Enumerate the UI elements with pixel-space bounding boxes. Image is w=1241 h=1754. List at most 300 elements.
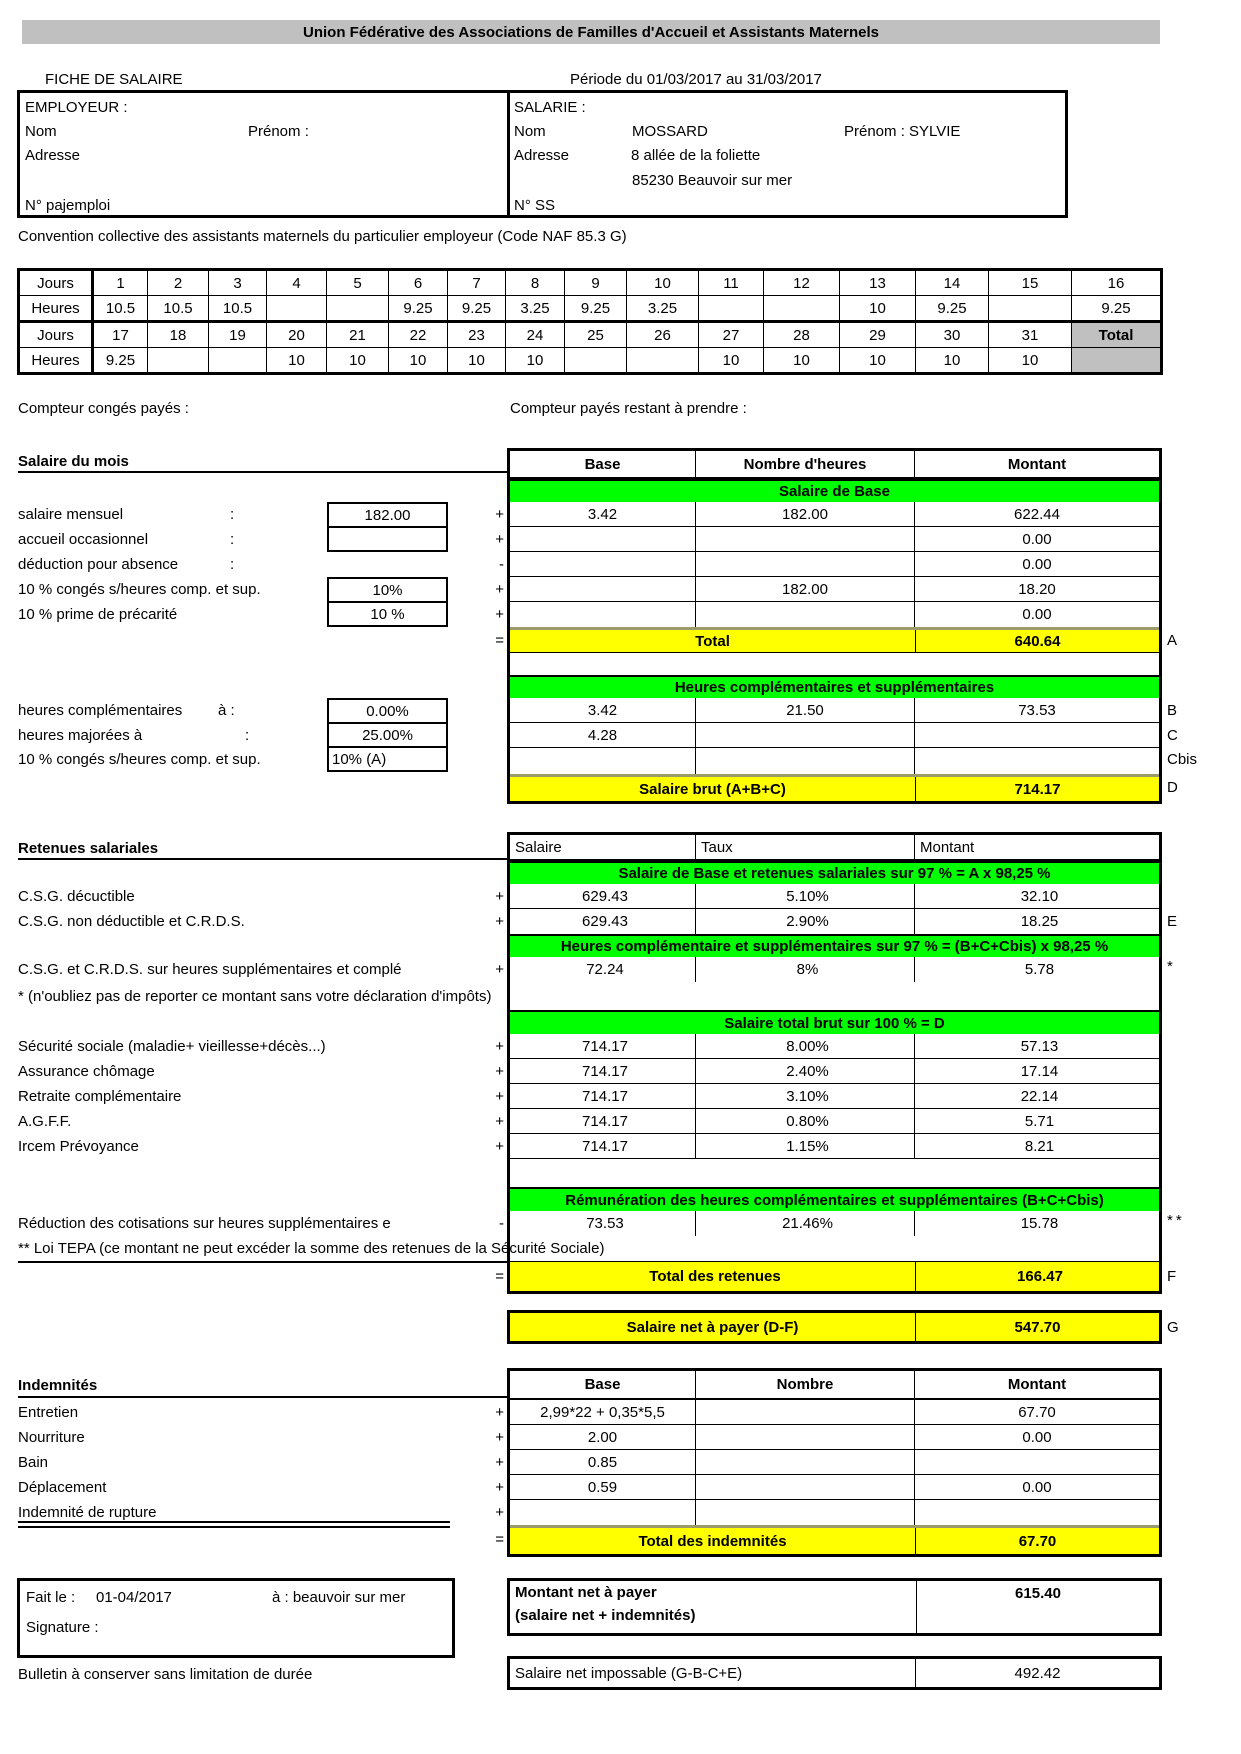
operator-sign: + xyxy=(495,606,504,623)
fiche-title: FICHE DE SALAIRE xyxy=(45,71,183,88)
cell: 17.14 xyxy=(1020,1062,1059,1080)
row-heures-complementaires xyxy=(510,698,1159,723)
cal-cell: 25 xyxy=(565,322,627,348)
employeur-nom-label: Nom xyxy=(25,123,57,140)
green-salaire-de-base xyxy=(510,479,1159,502)
cell: 2.90% xyxy=(696,909,915,934)
cal-cell: 24 xyxy=(506,322,565,348)
marker-double-star: ** xyxy=(1167,1212,1185,1229)
cal-cell: 10 xyxy=(506,348,565,374)
montant-net-labels xyxy=(510,1581,917,1633)
cell: 0.00 xyxy=(1022,1478,1052,1496)
salarie-rue-value: 8 allée de la foliette xyxy=(631,147,761,164)
marker-A: A xyxy=(1167,632,1178,649)
row-heures-majorees xyxy=(510,723,1159,748)
identity-box xyxy=(17,90,1068,218)
operator-sign: - xyxy=(499,556,504,573)
total-indemnites-label: Total des indemnités xyxy=(510,1528,916,1554)
row-entretien xyxy=(510,1400,1159,1425)
input-value: 10% (A) xyxy=(332,750,387,768)
row-salaire-brut xyxy=(510,774,1159,801)
cal-row-label: Heures xyxy=(19,348,93,374)
fait-le-label: Fait le : xyxy=(26,1589,76,1606)
spacer-row xyxy=(510,1159,1159,1187)
operator-sign: + xyxy=(495,961,504,978)
total-value: 640.64 xyxy=(1014,632,1061,650)
marker-Cbis: Cbis xyxy=(1167,751,1198,768)
section-indemnites-title: Indemnités xyxy=(18,1377,98,1394)
cell xyxy=(696,748,915,774)
col-header-montant: Montant xyxy=(1007,1376,1067,1393)
input-value: 10 % xyxy=(370,605,405,623)
cell: 21.46% xyxy=(696,1211,915,1236)
operator-sign: + xyxy=(495,1038,504,1055)
col-header-montant: Montant xyxy=(920,838,975,856)
equals-sign: = xyxy=(495,1268,504,1285)
cal-row-label: Jours xyxy=(19,270,93,296)
operator-sign: + xyxy=(495,913,504,930)
cell: 0.00 xyxy=(1022,555,1052,573)
montant-net-line1: Montant net à payer xyxy=(515,1584,657,1601)
label-conges-comp-2: 10 % congés s/heures comp. et sup. xyxy=(18,751,261,768)
col-header-salaire: Salaire xyxy=(510,835,696,859)
input-heures-majorees-rate xyxy=(327,722,448,748)
total-label: Total xyxy=(510,630,916,652)
row-bain xyxy=(510,1450,1159,1475)
cell xyxy=(510,577,696,601)
operator-sign: + xyxy=(495,531,504,548)
green-header-text: Salaire total brut sur 100 % = D xyxy=(724,1014,945,1032)
signature-box xyxy=(17,1578,455,1658)
total-retenues-value: 166.47 xyxy=(1017,1268,1063,1285)
cell: 714.17 xyxy=(510,1059,696,1083)
cell: 2,99*22 + 0,35*5,5 xyxy=(510,1400,696,1424)
cell: 2.00 xyxy=(510,1425,696,1449)
cal-cell: 30 xyxy=(916,322,989,348)
cal-cell xyxy=(627,348,699,374)
cell xyxy=(510,748,696,774)
operator-sign: + xyxy=(495,1404,504,1421)
rupture-underline-1 xyxy=(18,1521,450,1523)
row-total-indemnites xyxy=(510,1525,1159,1554)
brut-label: Salaire brut (A+B+C) xyxy=(510,777,916,801)
cal-cell: 3 xyxy=(209,270,267,296)
colon: : xyxy=(245,727,250,744)
label-csg-deductible: C.S.G. décuctible xyxy=(18,888,135,905)
cell: 0.85 xyxy=(510,1450,696,1474)
operator-sign: + xyxy=(495,888,504,905)
row-cbis xyxy=(510,748,1159,774)
col-header-taux: Taux xyxy=(696,835,915,859)
green-remuneration-heures xyxy=(510,1187,1159,1211)
cell: 3.42 xyxy=(510,502,696,526)
montant-net-value: 615.40 xyxy=(1015,1585,1061,1602)
row-retraite xyxy=(510,1084,1159,1109)
cal-cell: 31 xyxy=(989,322,1072,348)
total-retenues-label: Total des retenues xyxy=(510,1262,916,1291)
montant-net-line2: (salaire net + indemnités) xyxy=(515,1607,696,1624)
row-csg-deductible xyxy=(510,884,1159,909)
cal-cell xyxy=(1072,348,1162,374)
cal-cell: 9.25 xyxy=(1072,296,1162,322)
title-bar xyxy=(22,20,1160,44)
cell xyxy=(696,1500,915,1525)
row-nourriture xyxy=(510,1425,1159,1450)
cell: 73.53 xyxy=(510,1211,696,1236)
cal-row-days1 xyxy=(19,270,1162,296)
cell: 67.70 xyxy=(1018,1403,1056,1421)
cell: 3.42 xyxy=(510,698,696,722)
label-deduction-absence: déduction pour absence xyxy=(18,556,179,573)
label-conges-comp: 10 % congés s/heures comp. et sup. xyxy=(18,581,261,598)
compteur-conges-label: Compteur congés payés : xyxy=(18,400,189,417)
cal-cell: 10.5 xyxy=(93,296,148,322)
cal-cell: 2 xyxy=(148,270,209,296)
compteur-restant-label: Compteur payés restant à prendre : xyxy=(510,400,747,417)
cell: 714.17 xyxy=(510,1134,696,1158)
net-imposable-value: 492.42 xyxy=(1014,1664,1061,1682)
col-header-base: Base xyxy=(510,451,696,477)
label-entretien: Entretien xyxy=(18,1404,79,1421)
salarie-title: SALARIE : xyxy=(514,99,586,116)
equals-sign: = xyxy=(495,632,504,649)
label-accueil-occasionnel: accueil occasionnel xyxy=(18,531,149,548)
cal-cell xyxy=(267,296,327,322)
cal-cell: 28 xyxy=(764,322,840,348)
cell: 15.78 xyxy=(1020,1215,1059,1232)
row-csg-heures-supp xyxy=(510,957,1159,982)
cal-row-label: Jours xyxy=(19,322,93,348)
salarie-nom-label: Nom xyxy=(514,123,546,140)
cal-cell: 9.25 xyxy=(448,296,506,322)
employeur-adresse-label: Adresse xyxy=(25,147,81,164)
cell: 714.17 xyxy=(510,1034,696,1058)
cell: 0.00 xyxy=(1022,530,1052,548)
cell: 629.43 xyxy=(510,884,696,908)
cell: 32.10 xyxy=(1020,887,1059,905)
retenues-header xyxy=(510,835,1159,861)
label-nourriture: Nourriture xyxy=(18,1429,85,1446)
cal-cell xyxy=(209,348,267,374)
label-prime-precarite: 10 % prime de précarité xyxy=(18,606,178,623)
cal-cell: 8 xyxy=(506,270,565,296)
salarie-adresse-label: Adresse xyxy=(514,147,570,164)
cell: 57.13 xyxy=(1020,1037,1059,1055)
input-precarite-rate xyxy=(327,601,448,627)
colon: : xyxy=(230,556,235,573)
salary-table xyxy=(507,448,1162,804)
marker-G: G xyxy=(1167,1319,1179,1336)
cal-cell: 10 xyxy=(267,348,327,374)
operator-sign: + xyxy=(495,1479,504,1496)
montant-net-box xyxy=(507,1578,1162,1636)
label-agff: A.G.F.F. xyxy=(18,1113,72,1130)
employeur-pajemploi-label: N° pajemploi xyxy=(25,197,111,214)
col-header-nombre: Nombre xyxy=(696,1371,915,1398)
cell: 4.28 xyxy=(510,723,696,747)
cell xyxy=(696,1475,915,1499)
col-header-heures: Nombre d'heures xyxy=(696,451,915,477)
cal-row-hours1 xyxy=(19,296,1162,322)
salarie-ville-value: 85230 Beauvoir sur mer xyxy=(632,172,793,189)
convention-line: Convention collective des assistants maternels du particulier employeur (Code NAF 85.3 G) xyxy=(18,228,627,245)
row-precarite xyxy=(510,602,1159,627)
cell xyxy=(696,527,915,551)
green-header-text: Rémunération des heures complémentaires et supplémentaires (B+C+Cbis) xyxy=(565,1191,1104,1209)
fait-le-lieu: à : beauvoir sur mer xyxy=(272,1589,406,1606)
label-indemnite-rupture: Indemnité de rupture xyxy=(18,1504,157,1521)
cell xyxy=(510,527,696,551)
operator-sign: - xyxy=(499,1215,504,1232)
green-heures-comp xyxy=(510,675,1159,698)
tepa-underline xyxy=(18,1261,507,1263)
col-header-montant: Montant xyxy=(1007,455,1067,473)
cal-cell: 9.25 xyxy=(565,296,627,322)
label-bain: Bain xyxy=(18,1454,49,1471)
cal-cell: 7 xyxy=(448,270,506,296)
row-rupture xyxy=(510,1500,1159,1525)
cal-cell: 14 xyxy=(916,270,989,296)
cal-cell: 29 xyxy=(840,322,916,348)
cell xyxy=(510,1500,696,1525)
green-header-text: Heures complémentaire et supplémentaires sur 97 % = (B+C+Cbis) x 98,25 % xyxy=(560,938,1109,955)
cal-cell: 4 xyxy=(267,270,327,296)
cal-cell: 10 xyxy=(840,296,916,322)
green-salaire-total-brut xyxy=(510,1010,1159,1034)
cell xyxy=(696,723,915,747)
cell: 18.20 xyxy=(1018,580,1056,598)
row-salaire-mensuel xyxy=(510,502,1159,527)
indemnites-table xyxy=(507,1368,1162,1557)
label-salaire-mensuel: salaire mensuel xyxy=(18,506,124,523)
cell: 8.00% xyxy=(696,1034,915,1058)
cal-cell: 15 xyxy=(989,270,1072,296)
cell xyxy=(510,552,696,576)
input-conges-rate xyxy=(327,577,448,603)
cal-cell: 10 xyxy=(448,348,506,374)
operator-sign: + xyxy=(495,581,504,598)
row-accueil xyxy=(510,527,1159,552)
salary-table-header xyxy=(510,451,1159,479)
cal-cell: 10 xyxy=(840,348,916,374)
net-imposable-box xyxy=(507,1656,1162,1690)
operator-sign: + xyxy=(495,1138,504,1155)
cal-cell: 26 xyxy=(627,322,699,348)
cal-cell: 9.25 xyxy=(389,296,448,322)
cal-cell: Total xyxy=(1072,322,1162,348)
operator-sign: + xyxy=(495,1088,504,1105)
cell: 5.78 xyxy=(1024,961,1055,978)
cell: 182.00 xyxy=(696,502,915,526)
cal-cell: 3.25 xyxy=(506,296,565,322)
cal-cell: 10 xyxy=(989,348,1072,374)
marker-C: C xyxy=(1167,727,1178,744)
cal-row-hours2 xyxy=(19,348,1162,374)
label-heures-majorees: heures majorées à xyxy=(18,727,143,744)
periode-label: Période du 01/03/2017 au 31/03/2017 xyxy=(570,71,822,88)
label-csg-non-deductible: C.S.G. non déductible et C.R.D.S. xyxy=(18,913,245,930)
cell: 629.43 xyxy=(510,909,696,934)
colon: : xyxy=(230,531,235,548)
operator-sign: + xyxy=(495,1113,504,1130)
identity-divider xyxy=(507,93,510,215)
green-header-text: Heures complémentaires et supplémentaires xyxy=(674,679,995,696)
cell: 0.59 xyxy=(510,1475,696,1499)
indemnites-header xyxy=(510,1371,1159,1400)
cal-cell: 18 xyxy=(148,322,209,348)
salarie-prenom-value: Prénom : SYLVIE xyxy=(844,123,961,140)
cell: 0.00 xyxy=(1022,1428,1052,1446)
brut-value: 714.17 xyxy=(1014,780,1061,798)
row-agff xyxy=(510,1109,1159,1134)
section-salaire-underline xyxy=(18,471,507,473)
input-accueil-occasionnel xyxy=(327,526,448,552)
green-header-text: Salaire de Base xyxy=(779,483,890,500)
cell xyxy=(915,723,1159,747)
label-heures-complementaires: heures complémentaires xyxy=(18,702,183,719)
spacer-row xyxy=(510,653,1159,675)
cell: 714.17 xyxy=(510,1084,696,1108)
label-retraite: Retraite complémentaire xyxy=(18,1088,182,1105)
cal-cell: 5 xyxy=(327,270,389,296)
label-csg-heures-supp: C.S.G. et C.R.D.S. sur heures supplémentaires et complé xyxy=(18,961,402,978)
cell xyxy=(696,1425,915,1449)
retenues-table xyxy=(507,832,1162,1294)
green-header-text: Salaire de Base et retenues salariales sur 97 % = A x 98,25 % xyxy=(618,865,1051,882)
colon: : xyxy=(230,506,235,523)
cell: 0.00 xyxy=(1022,606,1052,623)
label-assurance-chomage: Assurance chômage xyxy=(18,1063,155,1080)
row-assurance-chomage xyxy=(510,1059,1159,1084)
signature-label: Signature : xyxy=(26,1619,99,1636)
cal-cell: 10 xyxy=(627,270,699,296)
input-value: 0.00% xyxy=(366,702,409,720)
cell: 22.14 xyxy=(1020,1087,1059,1105)
cal-cell: 9.25 xyxy=(916,296,989,322)
cal-cell: 1 xyxy=(93,270,148,296)
operator-sign: + xyxy=(495,1063,504,1080)
operator-sign: + xyxy=(495,1429,504,1446)
cal-cell xyxy=(699,296,764,322)
cell xyxy=(510,602,696,627)
section-retenues-underline xyxy=(18,858,507,860)
row-deplacement xyxy=(510,1475,1159,1500)
cal-cell: 10 xyxy=(699,348,764,374)
label-ircem: Ircem Prévoyance xyxy=(18,1138,139,1155)
cell xyxy=(915,1450,1159,1474)
salarie-nom-value: MOSSARD xyxy=(632,123,708,140)
rupture-underline-2 xyxy=(18,1526,450,1528)
cal-cell xyxy=(989,296,1072,322)
employeur-prenom-label: Prénom : xyxy=(248,123,309,140)
net-imposable-label: Salaire net impossable (G-B-C+E) xyxy=(510,1659,916,1687)
cal-cell: 16 xyxy=(1072,270,1162,296)
green-retenues-base xyxy=(510,861,1159,884)
cal-cell: 10.5 xyxy=(209,296,267,322)
note-row xyxy=(510,982,1159,1010)
cal-cell: 9.25 xyxy=(93,348,148,374)
bulletin-note: Bulletin à conserver sans limitation de durée xyxy=(18,1666,313,1683)
note-declaration-impots: * (n'oubliez pas de reporter ce montant sans votre déclaration d'impôts) xyxy=(18,988,492,1005)
cell: 5.10% xyxy=(696,884,915,908)
cell xyxy=(696,1450,915,1474)
row-deduction xyxy=(510,552,1159,577)
operator-sign: + xyxy=(495,1504,504,1521)
cell: 3.10% xyxy=(696,1084,915,1108)
net-pay-box xyxy=(507,1310,1162,1344)
cal-cell: 11 xyxy=(699,270,764,296)
cal-cell: 22 xyxy=(389,322,448,348)
marker-B: B xyxy=(1167,702,1178,719)
cell xyxy=(696,602,915,627)
cal-cell: 9 xyxy=(565,270,627,296)
label-deplacement: Déplacement xyxy=(18,1479,107,1496)
net-pay-label: Salaire net à payer (D-F) xyxy=(510,1313,916,1341)
cell: 1.15% xyxy=(696,1134,915,1158)
work-calendar xyxy=(17,268,1163,375)
cal-cell: 10 xyxy=(389,348,448,374)
cal-cell: 19 xyxy=(209,322,267,348)
fait-le-date: 01-04/2017 xyxy=(96,1589,172,1606)
cal-cell: 27 xyxy=(699,322,764,348)
row-total-retenues xyxy=(510,1261,1159,1291)
tepa-row xyxy=(510,1236,1159,1261)
row-total-salaire xyxy=(510,627,1159,653)
green-retenues-heures-supp xyxy=(510,934,1159,957)
input-value: 10% xyxy=(372,581,403,599)
cal-cell: 10 xyxy=(327,348,389,374)
cell: 182.00 xyxy=(696,577,915,601)
input-heures-comp-rate xyxy=(327,698,448,724)
section-indemnites-underline xyxy=(18,1396,507,1398)
cal-cell: 20 xyxy=(267,322,327,348)
input-salaire-mensuel xyxy=(327,502,448,528)
note-loi-tepa: ** Loi TEPA (ce montant ne peut excéder la somme des retenues de la Sécurité Sociale) xyxy=(18,1240,605,1257)
marker-D: D xyxy=(1167,779,1178,796)
operator-sign: + xyxy=(495,506,504,523)
cell: 622.44 xyxy=(1014,505,1060,523)
cal-cell xyxy=(565,348,627,374)
cal-cell: 10 xyxy=(916,348,989,374)
section-retenues-title: Retenues salariales xyxy=(18,840,159,857)
cal-row-days2 xyxy=(19,322,1162,348)
row-conges xyxy=(510,577,1159,602)
cal-cell: 10.5 xyxy=(148,296,209,322)
row-reduction xyxy=(510,1211,1159,1236)
row-ircem xyxy=(510,1134,1159,1159)
col-header-base: Base xyxy=(510,1371,696,1398)
cal-cell: 3.25 xyxy=(627,296,699,322)
operator-sign: + xyxy=(495,1454,504,1471)
marker-star: * xyxy=(1167,958,1173,975)
section-salaire-title: Salaire du mois xyxy=(18,453,129,470)
cell: 21.50 xyxy=(696,698,915,722)
colon: à : xyxy=(218,702,235,719)
cell: 8% xyxy=(696,957,915,982)
cell: 73.53 xyxy=(1018,701,1056,719)
input-value: 25.00% xyxy=(362,726,413,744)
cell: 714.17 xyxy=(510,1109,696,1133)
input-value: 182.00 xyxy=(364,506,411,524)
cal-row-label: Heures xyxy=(19,296,93,322)
cell: 72.24 xyxy=(510,957,696,982)
cell xyxy=(696,552,915,576)
label-reduction-cotisations: Réduction des cotisations sur heures supplémentaires e xyxy=(18,1215,391,1232)
cal-cell xyxy=(327,296,389,322)
equals-sign: = xyxy=(495,1531,504,1548)
cell: 0.80% xyxy=(696,1109,915,1133)
cal-cell xyxy=(148,348,209,374)
